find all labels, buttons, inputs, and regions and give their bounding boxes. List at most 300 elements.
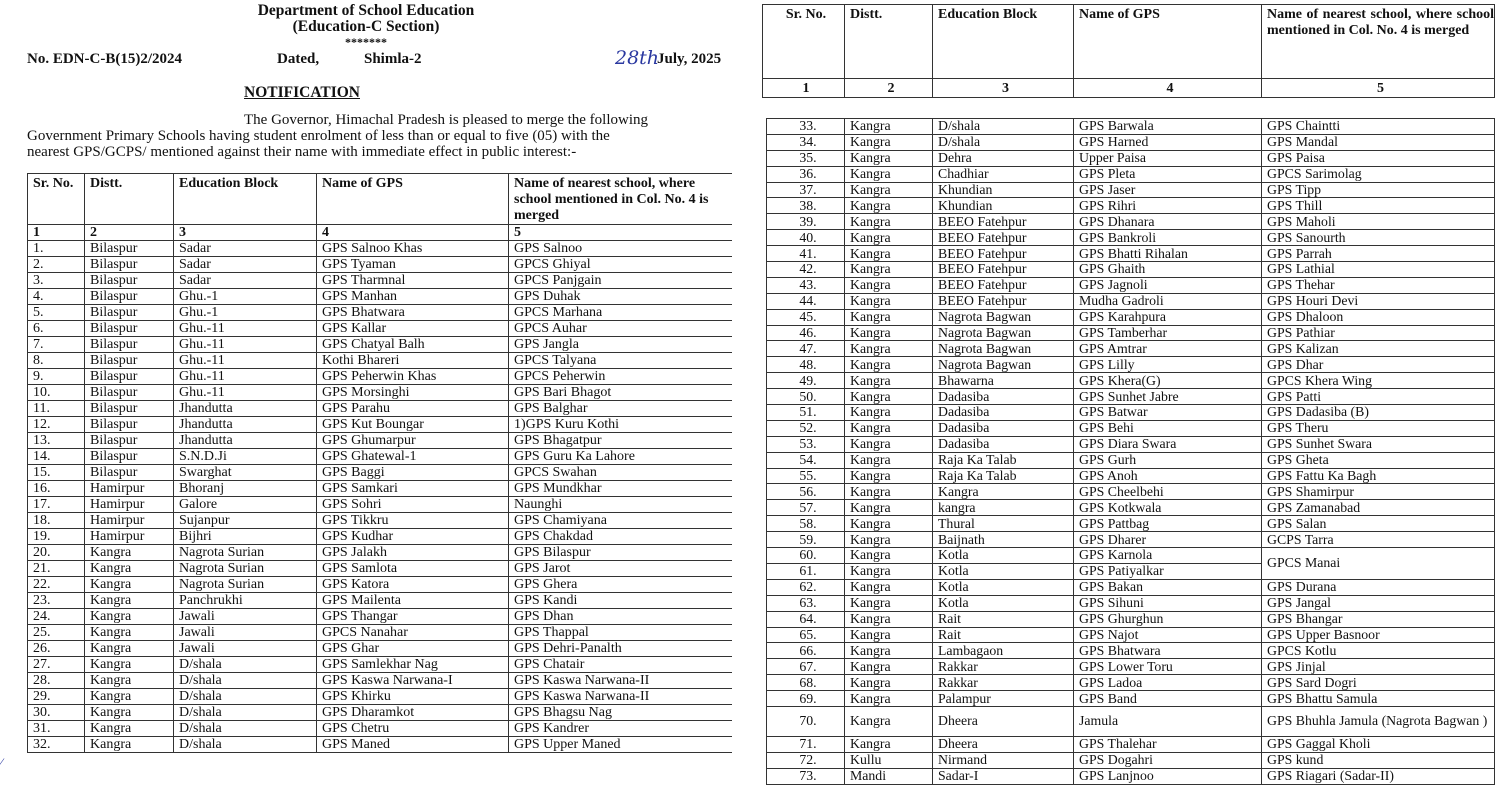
- table-row: [767, 198, 1495, 214]
- cell-gps-name: GPS Samlota: [317, 561, 509, 577]
- cell-distt: Kangra: [845, 198, 933, 214]
- table-header-row: [28, 174, 733, 225]
- cell-block: BEEO Fatehpur: [933, 246, 1074, 262]
- cell-block: Palampur: [933, 691, 1074, 707]
- cell-nearest-school: GPCS Marhana: [509, 305, 733, 321]
- cell-distt: Bilaspur: [85, 289, 174, 305]
- cell-gps-name: GPS Ghumarpur: [317, 433, 509, 449]
- col-number: 2: [85, 225, 174, 241]
- cell-sr-no: 50.: [767, 389, 845, 405]
- cell-nearest-school: GPS Riagari (Sadar-II): [1262, 768, 1495, 784]
- notification-title: NOTIFICATION: [244, 84, 360, 101]
- cell-block: Dheera: [933, 706, 1074, 736]
- cell-sr-no: 58.: [767, 516, 845, 532]
- cell-block: Ghu.-1: [174, 305, 317, 321]
- cell-gps-name: GPS Amtrar: [1074, 341, 1262, 357]
- right-page: [762, 0, 1500, 800]
- cell-gps-name: GPS Tikkru: [317, 513, 509, 529]
- cell-distt: Kangra: [845, 736, 933, 752]
- cell-sr-no: 16.: [28, 481, 85, 497]
- cell-nearest-school: GPS Pathiar: [1262, 325, 1495, 341]
- cell-sr-no: 17.: [28, 497, 85, 513]
- cell-gps-name: GPS Lanjnoo: [1074, 768, 1262, 784]
- table-row: [28, 513, 733, 529]
- cell-sr-no: 48.: [767, 357, 845, 373]
- cell-gps-name: GPS Ghatewal-1: [317, 449, 509, 465]
- table-row: [767, 373, 1495, 389]
- table-row: [767, 768, 1495, 784]
- cell-gps-name: GPS Chatyal Balh: [317, 337, 509, 353]
- table-row: [767, 214, 1495, 230]
- cell-sr-no: 53.: [767, 436, 845, 452]
- cell-sr-no: 63.: [767, 595, 845, 611]
- cell-block: Rait: [933, 627, 1074, 643]
- cell-nearest-school: GPS Upper Maned: [509, 737, 733, 753]
- cell-sr-no: 46.: [767, 325, 845, 341]
- cell-gps-name: Kothi Bhareri: [317, 353, 509, 369]
- cell-block: Galore: [174, 497, 317, 513]
- cell-distt: Kangra: [845, 134, 933, 150]
- cell-nearest-school: GPS Bari Bhagot: [509, 385, 733, 401]
- col-header-nearest: Name of nearest school, where school mentioned in Col. No. 4 is merged: [1262, 5, 1495, 79]
- cell-block: D/shala: [174, 689, 317, 705]
- cell-block: BEEO Fatehpur: [933, 293, 1074, 309]
- cell-distt: Kangra: [845, 420, 933, 436]
- cell-gps-name: GPS Pattbag: [1074, 516, 1262, 532]
- cell-block: Panchrukhi: [174, 593, 317, 609]
- table-row: [767, 325, 1495, 341]
- cell-sr-no: 56.: [767, 484, 845, 500]
- cell-block: D/shala: [174, 705, 317, 721]
- cell-block: BEEO Fatehpur: [933, 277, 1074, 293]
- cell-gps-name: GPS Cheelbehi: [1074, 484, 1262, 500]
- cell-gps-name: GPS Sohri: [317, 497, 509, 513]
- intro-line: Government Primary Schools having student enrolment of less than or equal to five (05) with the: [27, 128, 610, 144]
- cell-sr-no: 22.: [28, 577, 85, 593]
- cell-gps-name: GPS Jalakh: [317, 545, 509, 561]
- cell-gps-name: GPS Khirku: [317, 689, 509, 705]
- schools-table-header-right: [762, 4, 1495, 98]
- cell-distt: Kangra: [845, 516, 933, 532]
- table-row: [28, 481, 733, 497]
- cell-sr-no: 37.: [767, 182, 845, 198]
- cell-nearest-school: GPS Dhaloon: [1262, 309, 1495, 325]
- column-number-row: [28, 225, 733, 241]
- cell-gps-name: GPS Kut Boungar: [317, 417, 509, 433]
- cell-distt: Bilaspur: [85, 321, 174, 337]
- schools-table-left: [27, 173, 732, 753]
- cell-block: D/shala: [933, 134, 1074, 150]
- cell-nearest-school: GPCS Kotlu: [1262, 643, 1495, 659]
- cell-gps-name: GPS Tharmnal: [317, 273, 509, 289]
- cell-gps-name: GPS Katora: [317, 577, 509, 593]
- cell-nearest-school: GPS Durana: [1262, 579, 1495, 595]
- cell-nearest-school: GPS Salan: [1262, 516, 1495, 532]
- cell-gps-name: GPCS Nanahar: [317, 625, 509, 641]
- cell-block: BEEO Fatehpur: [933, 230, 1074, 246]
- cell-block: Nagrota Surian: [174, 561, 317, 577]
- table-row: [28, 273, 733, 289]
- cell-block: BEEO Fatehpur: [933, 214, 1074, 230]
- cell-sr-no: 26.: [28, 641, 85, 657]
- cell-distt: Hamirpur: [85, 497, 174, 513]
- cell-sr-no: 20.: [28, 545, 85, 561]
- cell-sr-no: 51.: [767, 405, 845, 421]
- col-number: 1: [763, 79, 845, 98]
- cell-nearest-school: GPS Paisa: [1262, 150, 1495, 166]
- cell-nearest-school: GPS Mundkhar: [509, 481, 733, 497]
- cell-nearest-school: GPS Sunhet Swara: [1262, 436, 1495, 452]
- cell-sr-no: 71.: [767, 736, 845, 752]
- table-row: [28, 705, 733, 721]
- table-row: [767, 405, 1495, 421]
- col-header-sr: Sr. No.: [28, 174, 85, 225]
- cell-distt: Kangra: [845, 246, 933, 262]
- cell-distt: Kangra: [85, 609, 174, 625]
- col-number: 5: [509, 225, 733, 241]
- cell-nearest-school: GPS Kaswa Narwana-II: [509, 689, 733, 705]
- cell-block: Raja Ka Talab: [933, 452, 1074, 468]
- cell-gps-name: GPS Tyaman: [317, 257, 509, 273]
- cell-sr-no: 43.: [767, 277, 845, 293]
- cell-nearest-school: GPS Jangla: [509, 337, 733, 353]
- table-row: [767, 627, 1495, 643]
- cell-block: D/shala: [174, 737, 317, 753]
- cell-block: Kotla: [933, 579, 1074, 595]
- intro-line: The Governor, Himachal Pradesh is pleased to merge the following: [244, 112, 649, 128]
- cell-block: Sujanpur: [174, 513, 317, 529]
- cell-gps-name: GPS Ladoa: [1074, 675, 1262, 691]
- cell-sr-no: 8.: [28, 353, 85, 369]
- cell-nearest-school: GPS Chamiyana: [509, 513, 733, 529]
- cell-sr-no: 4.: [28, 289, 85, 305]
- cell-sr-no: 28.: [28, 673, 85, 689]
- cell-nearest-school: GPCS Auhar: [509, 321, 733, 337]
- cell-sr-no: 11.: [28, 401, 85, 417]
- cell-block: Nirmand: [933, 752, 1074, 768]
- cell-distt: Kangra: [845, 341, 933, 357]
- cell-distt: Kangra: [85, 721, 174, 737]
- table-row: [767, 579, 1495, 595]
- table-row: [767, 468, 1495, 484]
- col-header-gps: Name of GPS: [317, 174, 509, 225]
- cell-sr-no: 62.: [767, 579, 845, 595]
- cell-sr-no: 60.: [767, 548, 845, 564]
- cell-sr-no: 73.: [767, 768, 845, 784]
- cell-block: Ghu.-11: [174, 369, 317, 385]
- table-row: [767, 452, 1495, 468]
- table-row: [767, 675, 1495, 691]
- cell-distt: Kangra: [845, 182, 933, 198]
- cell-gps-name: GPS Band: [1074, 691, 1262, 707]
- table-row: [767, 357, 1495, 373]
- cell-gps-name: GPS Thalehar: [1074, 736, 1262, 752]
- cell-sr-no: 29.: [28, 689, 85, 705]
- table-row: [767, 166, 1495, 182]
- cell-sr-no: 64.: [767, 611, 845, 627]
- cell-nearest-school: GPS Thehar: [1262, 277, 1495, 293]
- cell-distt: Bilaspur: [85, 257, 174, 273]
- cell-sr-no: 3.: [28, 273, 85, 289]
- cell-block: Nagrota Surian: [174, 545, 317, 561]
- cell-sr-no: 1.: [28, 241, 85, 257]
- cell-nearest-school: GPS Dhan: [509, 609, 733, 625]
- table-row: [767, 548, 1495, 564]
- cell-nearest-school: Naunghi: [509, 497, 733, 513]
- cell-sr-no: 70.: [767, 706, 845, 736]
- cell-nearest-school: GPS Mandal: [1262, 134, 1495, 150]
- cell-nearest-school: GPS Shamirpur: [1262, 484, 1495, 500]
- cell-sr-no: 32.: [28, 737, 85, 753]
- table-row: [28, 401, 733, 417]
- cell-nearest-school: GPS Patti: [1262, 389, 1495, 405]
- cell-distt: Kangra: [845, 643, 933, 659]
- cell-gps-name: GPS Kudhar: [317, 529, 509, 545]
- cell-nearest-school: GPCS Swahan: [509, 465, 733, 481]
- cell-sr-no: 59.: [767, 532, 845, 548]
- table-row: [28, 593, 733, 609]
- cell-block: Bhawarna: [933, 373, 1074, 389]
- cell-sr-no: 52.: [767, 420, 845, 436]
- cell-block: Swarghat: [174, 465, 317, 481]
- stars-line: *******: [345, 35, 387, 49]
- left-page: [0, 0, 732, 800]
- cell-distt: Kangra: [85, 561, 174, 577]
- cell-sr-no: 65.: [767, 627, 845, 643]
- cell-distt: Kangra: [845, 230, 933, 246]
- cell-gps-name: GPS Harned: [1074, 134, 1262, 150]
- col-number: 4: [317, 225, 509, 241]
- cell-nearest-school: GPS Guru Ka Lahore: [509, 449, 733, 465]
- cell-block: Ghu.-11: [174, 385, 317, 401]
- cell-sr-no: 15.: [28, 465, 85, 481]
- cell-sr-no: 40.: [767, 230, 845, 246]
- cell-nearest-school: GPS Fattu Ka Bagh: [1262, 468, 1495, 484]
- cell-gps-name: GPS Rihri: [1074, 198, 1262, 214]
- cell-gps-name: GPS Ghaith: [1074, 262, 1262, 278]
- reference-number: No. EDN-C-B(15)2/2024: [27, 51, 182, 67]
- cell-distt: Kangra: [85, 673, 174, 689]
- table-row: [767, 246, 1495, 262]
- cell-distt: Bilaspur: [85, 401, 174, 417]
- col-number: 2: [845, 79, 933, 98]
- col-number: 4: [1074, 79, 1262, 98]
- table-row: [767, 134, 1495, 150]
- table-row: [767, 436, 1495, 452]
- cell-distt: Bilaspur: [85, 337, 174, 353]
- cell-sr-no: 41.: [767, 246, 845, 262]
- table-body-left: [28, 174, 733, 753]
- cell-block: Sadar: [174, 241, 317, 257]
- cell-gps-name: GPS Kallar: [317, 321, 509, 337]
- cell-nearest-school: GPS Chatair: [509, 657, 733, 673]
- col-header-block: Education Block: [933, 5, 1074, 79]
- cell-block: Sadar: [174, 257, 317, 273]
- cell-gps-name: GPS Dogahri: [1074, 752, 1262, 768]
- cell-distt: Bilaspur: [85, 465, 174, 481]
- col-header-sr: Sr. No.: [763, 5, 845, 79]
- cell-distt: Kangra: [845, 262, 933, 278]
- cell-distt: Kangra: [845, 579, 933, 595]
- cell-block: Nagrota Bagwan: [933, 357, 1074, 373]
- cell-block: Dehra: [933, 150, 1074, 166]
- cell-block: Lambagaon: [933, 643, 1074, 659]
- table-row: [28, 465, 733, 481]
- cell-nearest-school: GPS Parrah: [1262, 246, 1495, 262]
- cell-gps-name: GPS Sihuni: [1074, 595, 1262, 611]
- cell-sr-no: 67.: [767, 659, 845, 675]
- month-year: July, 2025: [657, 51, 722, 67]
- cell-distt: Kangra: [845, 659, 933, 675]
- cell-gps-name: GPS Lower Toru: [1074, 659, 1262, 675]
- table-row: [28, 609, 733, 625]
- cell-distt: Kangra: [845, 436, 933, 452]
- cell-block: Thural: [933, 516, 1074, 532]
- cell-gps-name: GPS Morsinghi: [317, 385, 509, 401]
- cell-block: Ghu.-11: [174, 321, 317, 337]
- table-row: [28, 625, 733, 641]
- cell-gps-name: GPS Lilly: [1074, 357, 1262, 373]
- cell-gps-name: GPS Khera(G): [1074, 373, 1262, 389]
- cell-gps-name: GPS Behi: [1074, 420, 1262, 436]
- cell-gps-name: Upper Paisa: [1074, 150, 1262, 166]
- table-row: [28, 737, 733, 753]
- table-row: [28, 545, 733, 561]
- cell-sr-no: 6.: [28, 321, 85, 337]
- schools-table-right: [766, 118, 1495, 785]
- cell-sr-no: 49.: [767, 373, 845, 389]
- cell-sr-no: 34.: [767, 134, 845, 150]
- table-row: [767, 659, 1495, 675]
- cell-nearest-school: GPS Thill: [1262, 198, 1495, 214]
- cell-sr-no: 47.: [767, 341, 845, 357]
- cell-distt: Kangra: [845, 357, 933, 373]
- cell-gps-name: GPS Bakan: [1074, 579, 1262, 595]
- cell-gps-name: GPS Maned: [317, 737, 509, 753]
- table-row: [28, 257, 733, 273]
- cell-distt: Kangra: [85, 641, 174, 657]
- cell-sr-no: 38.: [767, 198, 845, 214]
- cell-sr-no: 7.: [28, 337, 85, 353]
- cell-gps-name: GPS Gurh: [1074, 452, 1262, 468]
- cell-distt: Kangra: [845, 691, 933, 707]
- cell-nearest-school: GPS Gaggal Kholi: [1262, 736, 1495, 752]
- cell-nearest-school: GPS Dehri-Panalth: [509, 641, 733, 657]
- cell-gps-name: GPS Baggi: [317, 465, 509, 481]
- cell-distt: Bilaspur: [85, 449, 174, 465]
- table-row: [767, 309, 1495, 325]
- cell-sr-no: 24.: [28, 609, 85, 625]
- cell-distt: Kangra: [845, 150, 933, 166]
- cell-gps-name: GPS Bankroli: [1074, 230, 1262, 246]
- cell-nearest-school: GPS Balghar: [509, 401, 733, 417]
- cell-distt: Kangra: [845, 500, 933, 516]
- cell-block: D/shala: [933, 119, 1074, 135]
- table-row: [28, 721, 733, 737]
- cell-distt: Kangra: [85, 737, 174, 753]
- cell-block: Kotla: [933, 548, 1074, 564]
- cell-nearest-school: GPS Bhangar: [1262, 611, 1495, 627]
- cell-block: Sadar-I: [933, 768, 1074, 784]
- cell-distt: Kangra: [845, 277, 933, 293]
- cell-nearest-school: GPS Upper Basnoor: [1262, 627, 1495, 643]
- cell-block: Khundian: [933, 182, 1074, 198]
- cell-distt: Kangra: [845, 595, 933, 611]
- cell-sr-no: 18.: [28, 513, 85, 529]
- cell-nearest-school: GPS Kaswa Narwana-II: [509, 673, 733, 689]
- cell-distt: Kangra: [85, 593, 174, 609]
- cell-sr-no: 19.: [28, 529, 85, 545]
- table-row: [767, 516, 1495, 532]
- cell-block: Bhoranj: [174, 481, 317, 497]
- cell-nearest-school: GPS Theru: [1262, 420, 1495, 436]
- col-header-distt: Distt.: [845, 5, 933, 79]
- cell-distt: Kangra: [845, 389, 933, 405]
- cell-sr-no: 68.: [767, 675, 845, 691]
- cell-nearest-school: GPS Dadasiba (B): [1262, 405, 1495, 421]
- cell-block: Baijnath: [933, 532, 1074, 548]
- cell-distt: Hamirpur: [85, 513, 174, 529]
- cell-gps-name: GPS Dhanara: [1074, 214, 1262, 230]
- cell-gps-name: Mudha Gadroli: [1074, 293, 1262, 309]
- cell-block: Jawali: [174, 625, 317, 641]
- table-row: [767, 230, 1495, 246]
- cell-distt: Kangra: [845, 563, 933, 579]
- cell-nearest-school: GPS Zamanabad: [1262, 500, 1495, 516]
- cell-distt: Kangra: [845, 214, 933, 230]
- cell-distt: Kangra: [845, 119, 933, 135]
- cell-block: Kangra: [933, 484, 1074, 500]
- cell-distt: Kangra: [845, 548, 933, 564]
- table-row: [28, 305, 733, 321]
- cell-distt: Bilaspur: [85, 369, 174, 385]
- table-row: [767, 182, 1495, 198]
- cell-nearest-school: GPS Dhar: [1262, 357, 1495, 373]
- cell-gps-name: GPS Ghar: [317, 641, 509, 657]
- cell-distt: Kangra: [845, 325, 933, 341]
- cell-distt: Hamirpur: [85, 481, 174, 497]
- cell-sr-no: 39.: [767, 214, 845, 230]
- cell-gps-name: GPS Parahu: [317, 401, 509, 417]
- cell-sr-no: 25.: [28, 625, 85, 641]
- table-row: [28, 369, 733, 385]
- cell-distt: Kangra: [85, 577, 174, 593]
- col-number: 5: [1262, 79, 1495, 98]
- col-header-block: Education Block: [174, 174, 317, 225]
- cell-block: Nagrota Bagwan: [933, 341, 1074, 357]
- cell-block: Dheera: [933, 736, 1074, 752]
- table-row: [28, 417, 733, 433]
- cell-block: Ghu.-11: [174, 337, 317, 353]
- cell-gps-name: GPS Kotkwala: [1074, 500, 1262, 516]
- cell-gps-name: GPS Najot: [1074, 627, 1262, 643]
- cell-nearest-school: GPS Jangal: [1262, 595, 1495, 611]
- table-row: [767, 119, 1495, 135]
- table-row: [767, 611, 1495, 627]
- cell-nearest-school: GPS Houri Devi: [1262, 293, 1495, 309]
- cell-block: D/shala: [174, 657, 317, 673]
- cell-distt: Kangra: [845, 309, 933, 325]
- cell-sr-no: 27.: [28, 657, 85, 673]
- intro-line: nearest GPS/GCPS/ mentioned against their name with immediate effect in public interest:-: [27, 144, 577, 160]
- cell-distt: Kangra: [845, 627, 933, 643]
- cell-block: Sadar: [174, 273, 317, 289]
- table-row: [28, 497, 733, 513]
- cell-block: Dadasiba: [933, 436, 1074, 452]
- table-row: [767, 643, 1495, 659]
- cell-gps-name: GPS Peherwin Khas: [317, 369, 509, 385]
- cell-nearest-school: GPS Maholi: [1262, 214, 1495, 230]
